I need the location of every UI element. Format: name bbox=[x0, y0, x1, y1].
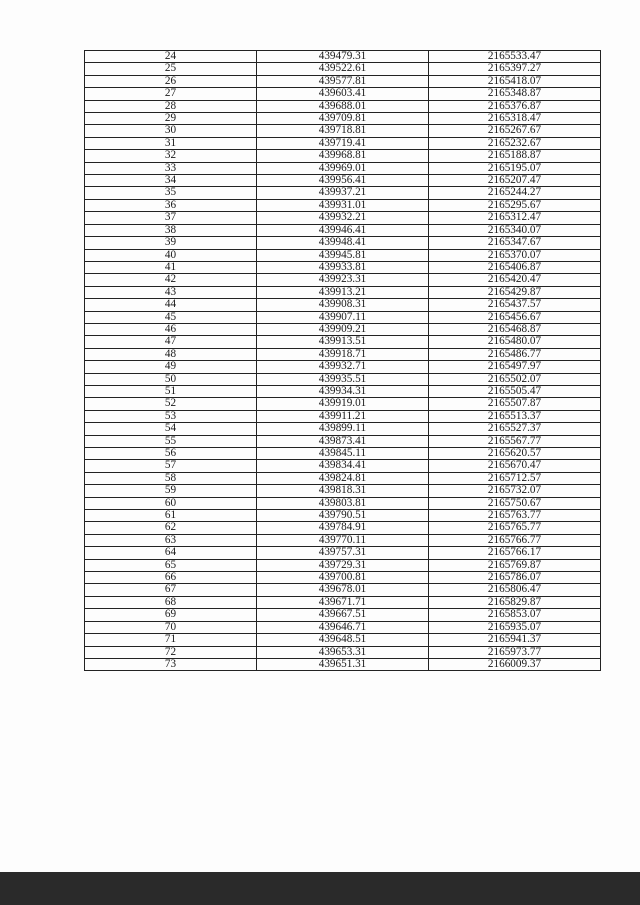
x-coordinate-cell: 439969.01 bbox=[257, 162, 429, 174]
table-row bbox=[85, 596, 601, 608]
x-coordinate-cell: 439678.01 bbox=[257, 584, 429, 596]
point-number-cell: 43 bbox=[85, 286, 257, 298]
x-coordinate-cell: 439948.41 bbox=[257, 237, 429, 249]
table-row bbox=[85, 385, 601, 397]
point-number-cell: 64 bbox=[85, 547, 257, 559]
point-number-cell: 69 bbox=[85, 609, 257, 621]
x-coordinate-cell: 439919.01 bbox=[257, 398, 429, 410]
x-coordinate-cell: 439646.71 bbox=[257, 621, 429, 633]
table-row bbox=[85, 150, 601, 162]
point-number-cell: 49 bbox=[85, 361, 257, 373]
y-coordinate-cell: 2165312.47 bbox=[429, 212, 601, 224]
y-coordinate-cell: 2165480.07 bbox=[429, 336, 601, 348]
point-number-cell: 52 bbox=[85, 398, 257, 410]
x-coordinate-cell: 439719.41 bbox=[257, 137, 429, 149]
y-coordinate-cell: 2165935.07 bbox=[429, 621, 601, 633]
y-coordinate-cell: 2165750.67 bbox=[429, 497, 601, 509]
table-row bbox=[85, 497, 601, 509]
table-row bbox=[85, 336, 601, 348]
table-row bbox=[85, 572, 601, 584]
x-coordinate-cell: 439818.31 bbox=[257, 485, 429, 497]
x-coordinate-cell: 439913.21 bbox=[257, 286, 429, 298]
x-coordinate-cell: 439479.31 bbox=[257, 51, 429, 63]
y-coordinate-cell: 2165806.47 bbox=[429, 584, 601, 596]
y-coordinate-cell: 2165456.67 bbox=[429, 311, 601, 323]
table-row bbox=[85, 199, 601, 211]
y-coordinate-cell: 2165397.27 bbox=[429, 63, 601, 75]
point-number-cell: 39 bbox=[85, 237, 257, 249]
table-row bbox=[85, 51, 601, 63]
table-row bbox=[85, 348, 601, 360]
x-coordinate-cell: 439824.81 bbox=[257, 472, 429, 484]
table-row bbox=[85, 559, 601, 571]
x-coordinate-cell: 439648.51 bbox=[257, 634, 429, 646]
x-coordinate-cell: 439931.01 bbox=[257, 199, 429, 211]
y-coordinate-cell: 2165207.47 bbox=[429, 175, 601, 187]
point-number-cell: 48 bbox=[85, 348, 257, 360]
y-coordinate-cell: 2165973.77 bbox=[429, 646, 601, 658]
point-number-cell: 57 bbox=[85, 460, 257, 472]
scanner-bottom-edge bbox=[0, 872, 640, 905]
point-number-cell: 24 bbox=[85, 51, 257, 63]
y-coordinate-cell: 2165497.97 bbox=[429, 361, 601, 373]
table-row bbox=[85, 646, 601, 658]
table-row bbox=[85, 237, 601, 249]
x-coordinate-cell: 439671.71 bbox=[257, 596, 429, 608]
x-coordinate-cell: 439968.81 bbox=[257, 150, 429, 162]
table-row bbox=[85, 311, 601, 323]
x-coordinate-cell: 439757.31 bbox=[257, 547, 429, 559]
y-coordinate-cell: 2165468.87 bbox=[429, 323, 601, 335]
table-row bbox=[85, 621, 601, 633]
x-coordinate-cell: 439803.81 bbox=[257, 497, 429, 509]
table-row bbox=[85, 460, 601, 472]
x-coordinate-cell: 439933.81 bbox=[257, 261, 429, 273]
y-coordinate-cell: 2165244.27 bbox=[429, 187, 601, 199]
point-number-cell: 40 bbox=[85, 249, 257, 261]
point-number-cell: 56 bbox=[85, 448, 257, 460]
coordinates-table bbox=[84, 50, 601, 671]
point-number-cell: 30 bbox=[85, 125, 257, 137]
y-coordinate-cell: 2165318.47 bbox=[429, 113, 601, 125]
table-row bbox=[85, 212, 601, 224]
table-row bbox=[85, 510, 601, 522]
y-coordinate-cell: 2165232.67 bbox=[429, 137, 601, 149]
point-number-cell: 55 bbox=[85, 435, 257, 447]
y-coordinate-cell: 2165513.37 bbox=[429, 410, 601, 422]
point-number-cell: 29 bbox=[85, 113, 257, 125]
point-number-cell: 44 bbox=[85, 299, 257, 311]
x-coordinate-cell: 439899.11 bbox=[257, 423, 429, 435]
point-number-cell: 62 bbox=[85, 522, 257, 534]
table-row bbox=[85, 584, 601, 596]
table-row bbox=[85, 522, 601, 534]
x-coordinate-cell: 439718.81 bbox=[257, 125, 429, 137]
x-coordinate-cell: 439937.21 bbox=[257, 187, 429, 199]
y-coordinate-cell: 2165829.87 bbox=[429, 596, 601, 608]
x-coordinate-cell: 439577.81 bbox=[257, 75, 429, 87]
table-row bbox=[85, 435, 601, 447]
table-row bbox=[85, 286, 601, 298]
y-coordinate-cell: 2165766.77 bbox=[429, 534, 601, 546]
table-row bbox=[85, 249, 601, 261]
x-coordinate-cell: 439770.11 bbox=[257, 534, 429, 546]
y-coordinate-cell: 2165370.07 bbox=[429, 249, 601, 261]
y-coordinate-cell: 2165766.17 bbox=[429, 547, 601, 559]
y-coordinate-cell: 2165732.07 bbox=[429, 485, 601, 497]
y-coordinate-cell: 2165670.47 bbox=[429, 460, 601, 472]
table-row bbox=[85, 373, 601, 385]
x-coordinate-cell: 439945.81 bbox=[257, 249, 429, 261]
point-number-cell: 47 bbox=[85, 336, 257, 348]
y-coordinate-cell: 2165853.07 bbox=[429, 609, 601, 621]
table-row bbox=[85, 137, 601, 149]
table-row bbox=[85, 634, 601, 646]
table-row bbox=[85, 410, 601, 422]
x-coordinate-cell: 439834.41 bbox=[257, 460, 429, 472]
point-number-cell: 38 bbox=[85, 224, 257, 236]
point-number-cell: 70 bbox=[85, 621, 257, 633]
y-coordinate-cell: 2165188.87 bbox=[429, 150, 601, 162]
table-row bbox=[85, 63, 601, 75]
point-number-cell: 63 bbox=[85, 534, 257, 546]
y-coordinate-cell: 2165418.07 bbox=[429, 75, 601, 87]
x-coordinate-cell: 439935.51 bbox=[257, 373, 429, 385]
x-coordinate-cell: 439700.81 bbox=[257, 572, 429, 584]
x-coordinate-cell: 439790.51 bbox=[257, 510, 429, 522]
point-number-cell: 61 bbox=[85, 510, 257, 522]
point-number-cell: 34 bbox=[85, 175, 257, 187]
table-row bbox=[85, 100, 601, 112]
point-number-cell: 42 bbox=[85, 274, 257, 286]
y-coordinate-cell: 2165486.77 bbox=[429, 348, 601, 360]
x-coordinate-cell: 439688.01 bbox=[257, 100, 429, 112]
x-coordinate-cell: 439923.31 bbox=[257, 274, 429, 286]
x-coordinate-cell: 439932.71 bbox=[257, 361, 429, 373]
table-row bbox=[85, 323, 601, 335]
y-coordinate-cell: 2165437.57 bbox=[429, 299, 601, 311]
table-row bbox=[85, 485, 601, 497]
x-coordinate-cell: 439934.31 bbox=[257, 385, 429, 397]
y-coordinate-cell: 2165769.87 bbox=[429, 559, 601, 571]
table-row bbox=[85, 224, 601, 236]
y-coordinate-cell: 2165295.67 bbox=[429, 199, 601, 211]
table-row bbox=[85, 534, 601, 546]
x-coordinate-cell: 439932.21 bbox=[257, 212, 429, 224]
y-coordinate-cell: 2165533.47 bbox=[429, 51, 601, 63]
x-coordinate-cell: 439667.51 bbox=[257, 609, 429, 621]
y-coordinate-cell: 2165195.07 bbox=[429, 162, 601, 174]
x-coordinate-cell: 439918.71 bbox=[257, 348, 429, 360]
y-coordinate-cell: 2165348.87 bbox=[429, 88, 601, 100]
table-row bbox=[85, 299, 601, 311]
point-number-cell: 28 bbox=[85, 100, 257, 112]
table-row bbox=[85, 125, 601, 137]
point-number-cell: 26 bbox=[85, 75, 257, 87]
table-row bbox=[85, 75, 601, 87]
point-number-cell: 50 bbox=[85, 373, 257, 385]
y-coordinate-cell: 2165505.47 bbox=[429, 385, 601, 397]
x-coordinate-cell: 439909.21 bbox=[257, 323, 429, 335]
point-number-cell: 71 bbox=[85, 634, 257, 646]
table-row bbox=[85, 658, 601, 670]
point-number-cell: 72 bbox=[85, 646, 257, 658]
y-coordinate-cell: 2165507.87 bbox=[429, 398, 601, 410]
y-coordinate-cell: 2165941.37 bbox=[429, 634, 601, 646]
table-row bbox=[85, 162, 601, 174]
y-coordinate-cell: 2165765.77 bbox=[429, 522, 601, 534]
point-number-cell: 32 bbox=[85, 150, 257, 162]
table-row bbox=[85, 274, 601, 286]
table-row bbox=[85, 187, 601, 199]
table-row bbox=[85, 547, 601, 559]
point-number-cell: 54 bbox=[85, 423, 257, 435]
point-number-cell: 31 bbox=[85, 137, 257, 149]
point-number-cell: 53 bbox=[85, 410, 257, 422]
x-coordinate-cell: 439946.41 bbox=[257, 224, 429, 236]
point-number-cell: 37 bbox=[85, 212, 257, 224]
y-coordinate-cell: 2165340.07 bbox=[429, 224, 601, 236]
y-coordinate-cell: 2165267.67 bbox=[429, 125, 601, 137]
table-row bbox=[85, 175, 601, 187]
table-row bbox=[85, 472, 601, 484]
x-coordinate-cell: 439845.11 bbox=[257, 448, 429, 460]
y-coordinate-cell: 2165420.47 bbox=[429, 274, 601, 286]
y-coordinate-cell: 2165406.87 bbox=[429, 261, 601, 273]
y-coordinate-cell: 2165620.57 bbox=[429, 448, 601, 460]
point-number-cell: 73 bbox=[85, 658, 257, 670]
table-row bbox=[85, 113, 601, 125]
point-number-cell: 59 bbox=[85, 485, 257, 497]
point-number-cell: 58 bbox=[85, 472, 257, 484]
x-coordinate-cell: 439709.81 bbox=[257, 113, 429, 125]
point-number-cell: 51 bbox=[85, 385, 257, 397]
point-number-cell: 60 bbox=[85, 497, 257, 509]
point-number-cell: 66 bbox=[85, 572, 257, 584]
y-coordinate-cell: 2165786.07 bbox=[429, 572, 601, 584]
x-coordinate-cell: 439873.41 bbox=[257, 435, 429, 447]
table-row bbox=[85, 361, 601, 373]
point-number-cell: 46 bbox=[85, 323, 257, 335]
point-number-cell: 65 bbox=[85, 559, 257, 571]
table-row bbox=[85, 609, 601, 621]
y-coordinate-cell: 2165527.37 bbox=[429, 423, 601, 435]
y-coordinate-cell: 2166009.37 bbox=[429, 658, 601, 670]
coordinates-table-body bbox=[85, 51, 601, 671]
table-row bbox=[85, 261, 601, 273]
point-number-cell: 36 bbox=[85, 199, 257, 211]
x-coordinate-cell: 439603.41 bbox=[257, 88, 429, 100]
x-coordinate-cell: 439908.31 bbox=[257, 299, 429, 311]
y-coordinate-cell: 2165502.07 bbox=[429, 373, 601, 385]
table-row bbox=[85, 398, 601, 410]
table-row bbox=[85, 88, 601, 100]
point-number-cell: 33 bbox=[85, 162, 257, 174]
table-row bbox=[85, 448, 601, 460]
point-number-cell: 41 bbox=[85, 261, 257, 273]
x-coordinate-cell: 439907.11 bbox=[257, 311, 429, 323]
x-coordinate-cell: 439911.21 bbox=[257, 410, 429, 422]
x-coordinate-cell: 439956.41 bbox=[257, 175, 429, 187]
table-row bbox=[85, 423, 601, 435]
x-coordinate-cell: 439729.31 bbox=[257, 559, 429, 571]
point-number-cell: 35 bbox=[85, 187, 257, 199]
point-number-cell: 68 bbox=[85, 596, 257, 608]
x-coordinate-cell: 439784.91 bbox=[257, 522, 429, 534]
point-number-cell: 27 bbox=[85, 88, 257, 100]
x-coordinate-cell: 439522.61 bbox=[257, 63, 429, 75]
x-coordinate-cell: 439913.51 bbox=[257, 336, 429, 348]
y-coordinate-cell: 2165376.87 bbox=[429, 100, 601, 112]
y-coordinate-cell: 2165763.77 bbox=[429, 510, 601, 522]
point-number-cell: 45 bbox=[85, 311, 257, 323]
y-coordinate-cell: 2165347.67 bbox=[429, 237, 601, 249]
y-coordinate-cell: 2165567.77 bbox=[429, 435, 601, 447]
point-number-cell: 67 bbox=[85, 584, 257, 596]
point-number-cell: 25 bbox=[85, 63, 257, 75]
y-coordinate-cell: 2165429.87 bbox=[429, 286, 601, 298]
y-coordinate-cell: 2165712.57 bbox=[429, 472, 601, 484]
x-coordinate-cell: 439651.31 bbox=[257, 658, 429, 670]
x-coordinate-cell: 439653.31 bbox=[257, 646, 429, 658]
